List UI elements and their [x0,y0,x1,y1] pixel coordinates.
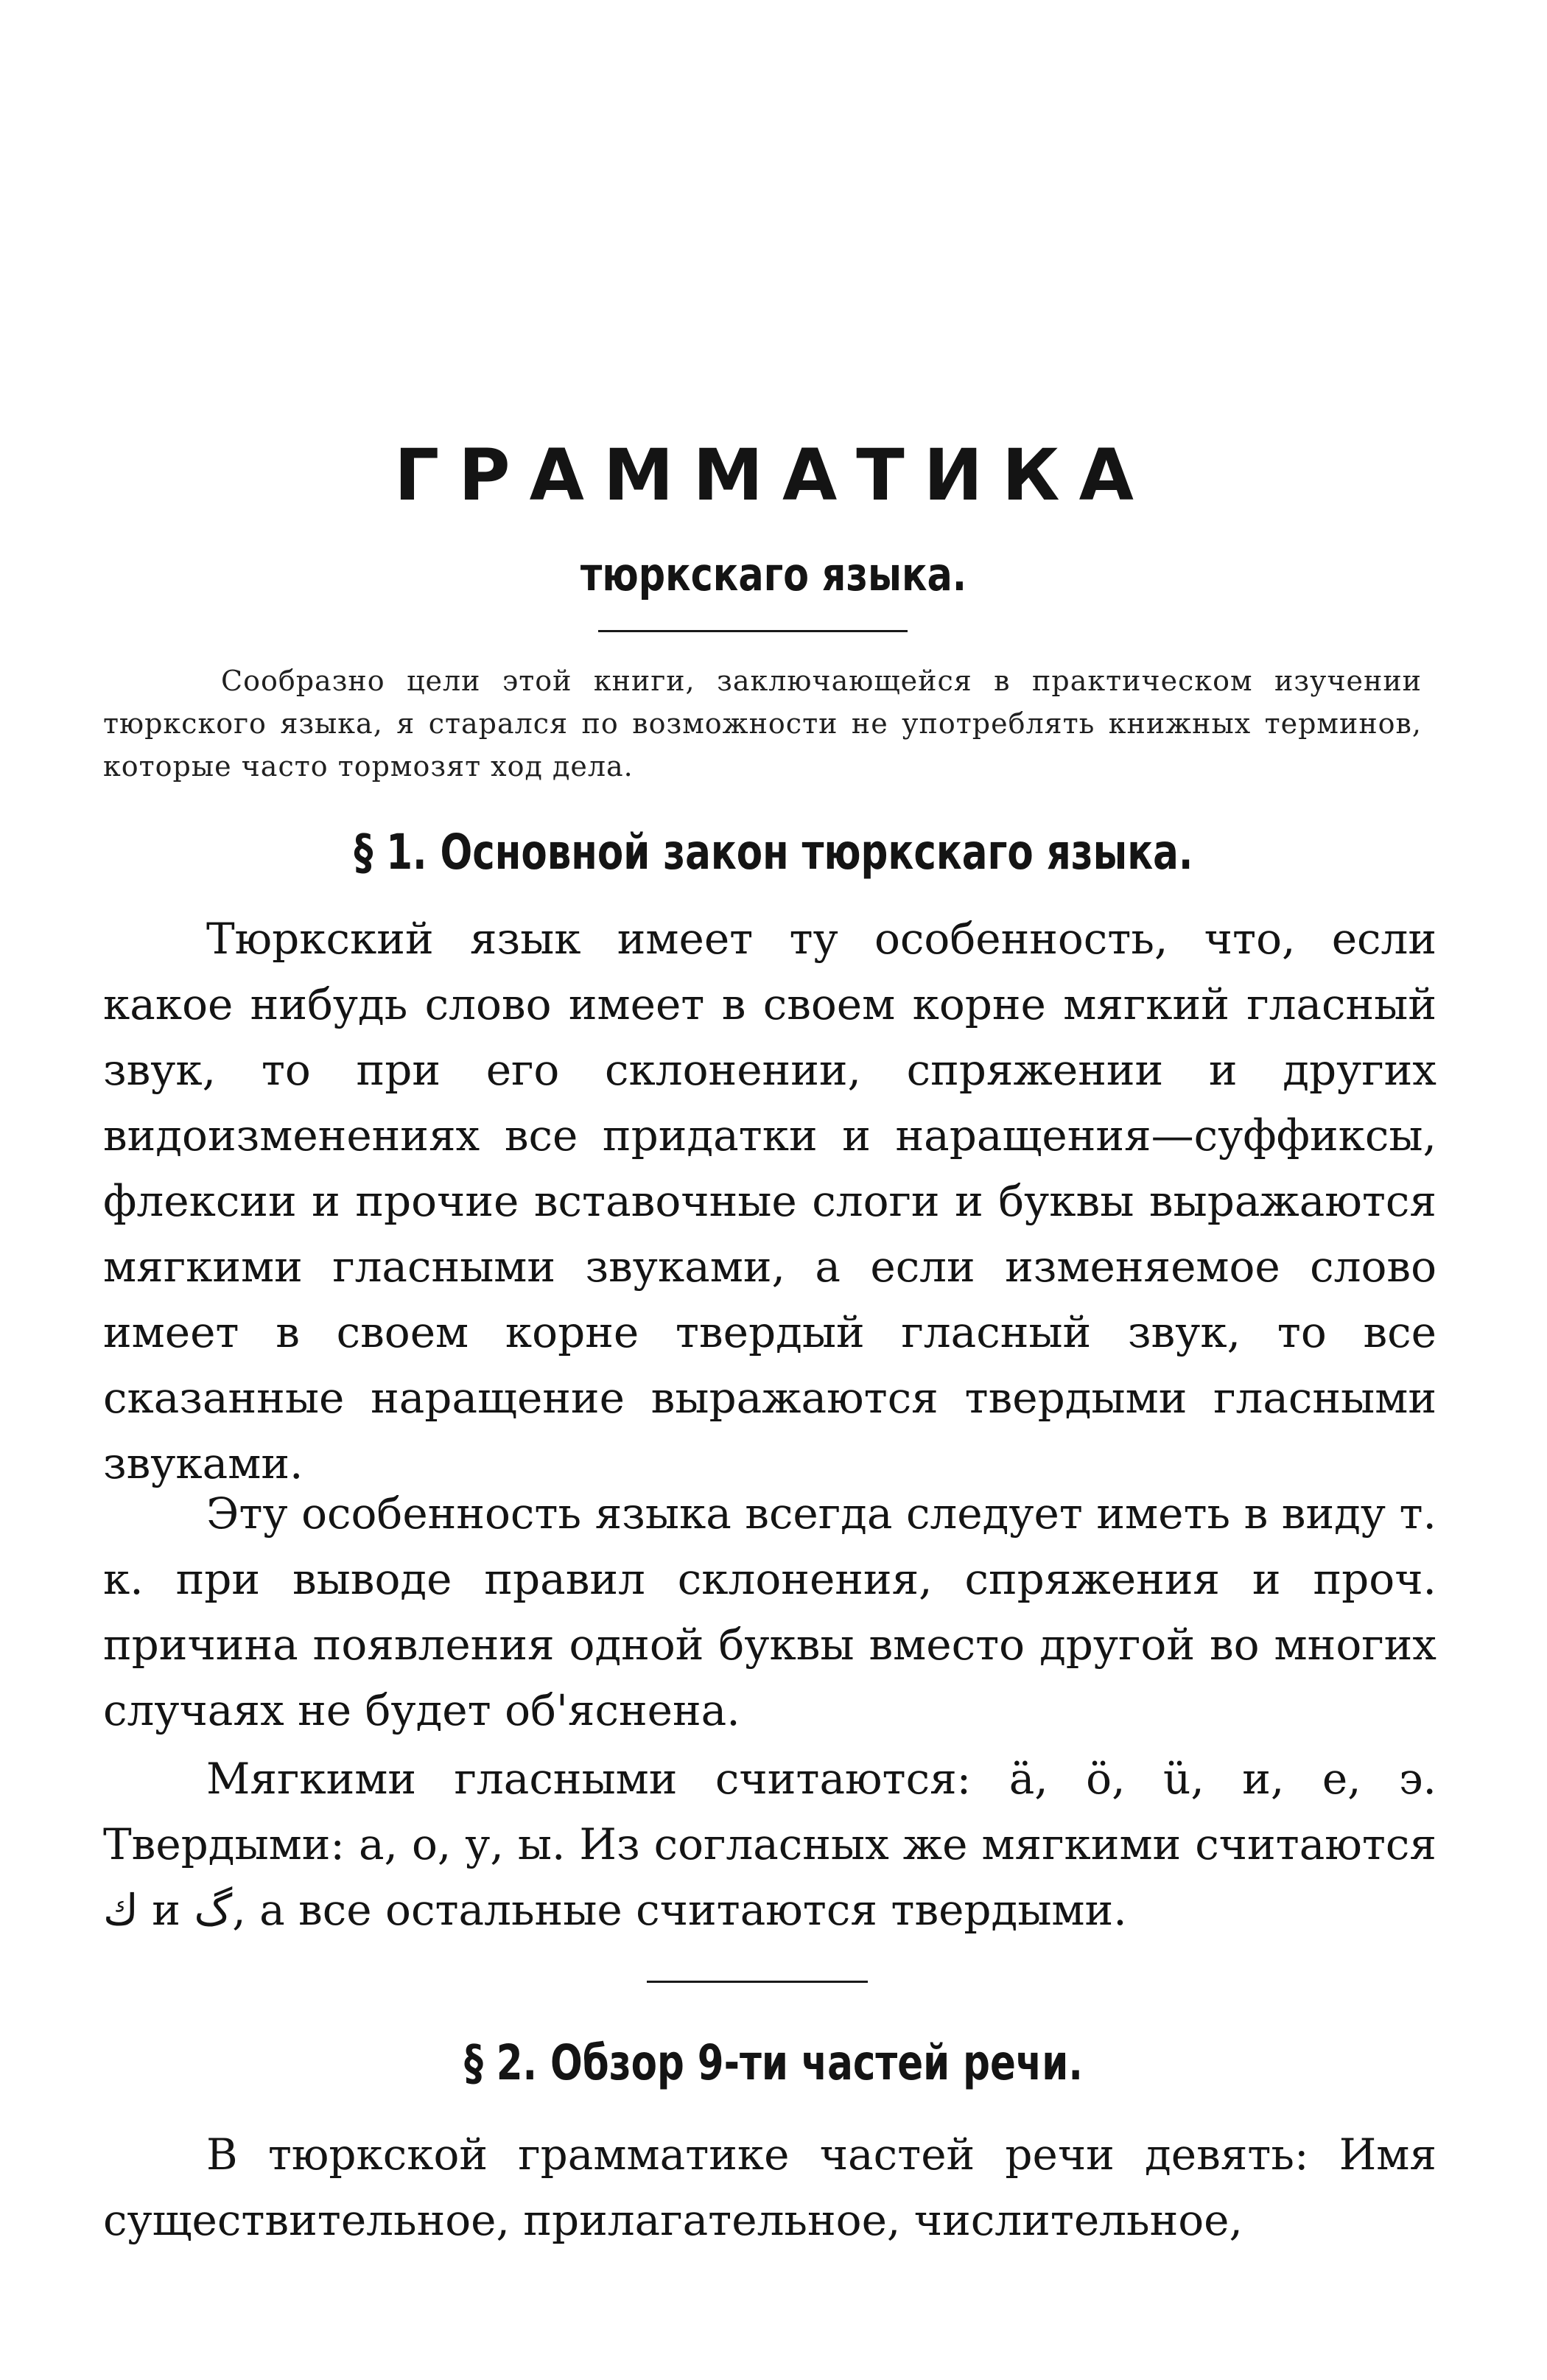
section-1-heading: § 1. Основной закон тюркскаго языка. [354,824,1193,881]
page-title: ГРАММАТИКА [394,434,1153,517]
page-subtitle: тюркскаго языка. [580,547,967,601]
section-2-heading: § 2. Обзор 9-ти частей речи. [464,2034,1083,2091]
section-1-paragraph-2: Эту особенность языка всегда следует иметь в виду т. к. при выводе правил склонения, спряжения и проч. причина появления одной буквы вместо другой во многих случаях не будет об'яснена. [103,1488,1436,1735]
section-2-paragraph: В тюркской грамматике частей речи девять: Имя существительное, прилагательное, числительное, [103,2129,1436,2245]
section-divider [647,1981,868,1983]
section-1-paragraph-1: Тюркский язык имеет ту особенность, что, если какое нибудь слово имеет в своем корне мягкий гласный звук, то при его склонении, спряжении и других видоизменениях все придатки и наращения—суффиксы, флексии и прочие вставочные слоги и буквы выражаются мягкими гласными звуками, а если изменяемое слово имеет в своем корне твердый гласный звук, то все сказанные наращение выражаются твердыми гласными звуками. [103,914,1436,1488]
title-divider [598,630,908,632]
preface-note: Сообразно цели этой книги, заключающейся в практическом изучении тюркского языка, я старался по возможности не употреблять книжных терминов, которые часто тормозят ход дела. [103,665,1422,783]
section-1-paragraph-3: Мягкими гласными считаются: ä, ö, ü, и, е, э. Твердыми: а, о, у, ы. Из согласных же мягкими считаются ك и ﮒ, а все остальные считаются твердыми. [103,1754,1436,1935]
